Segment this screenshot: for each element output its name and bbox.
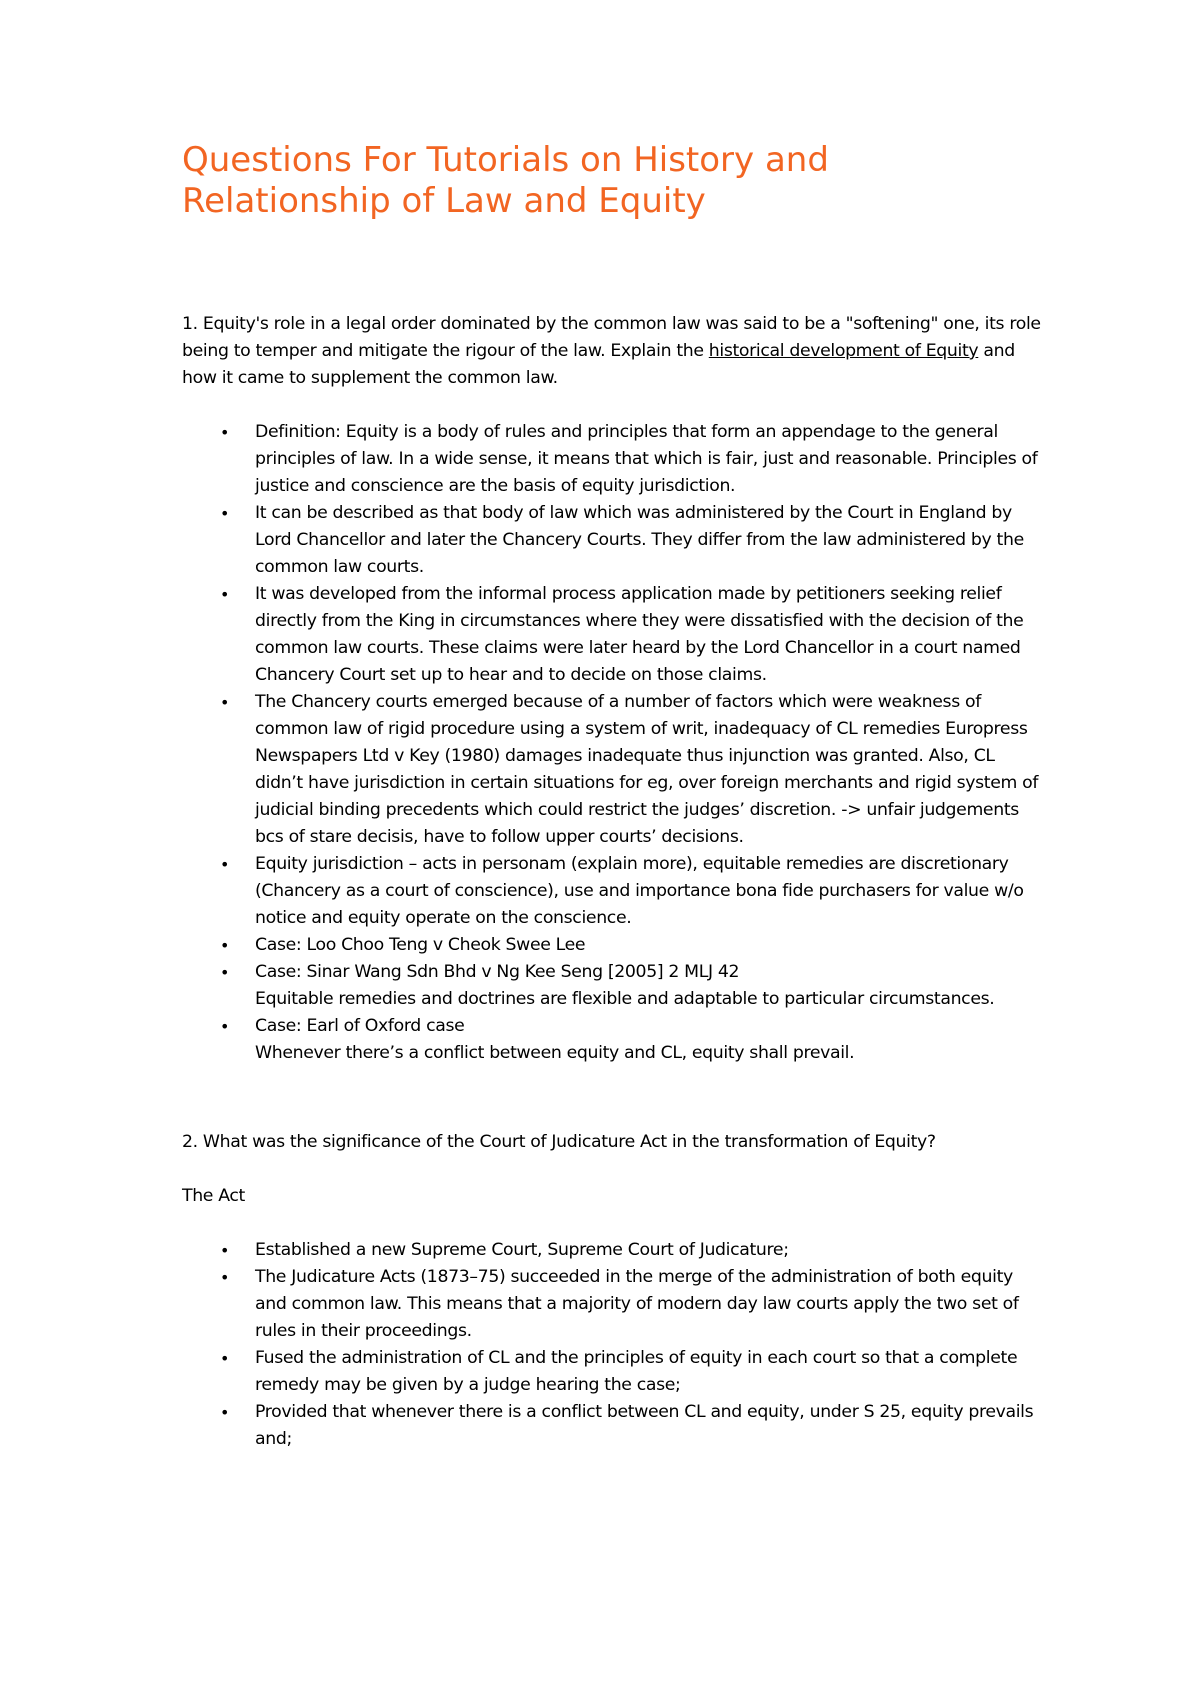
bullet-icon: •: [220, 504, 230, 523]
list-item-text: Case: Loo Choo Teng v Cheok Swee Lee: [255, 935, 586, 955]
list-item-text: It was developed from the informal process application made by petitioners seeking relief directly from the King in circumstances where they were dissatisfied with the decision of the common law courts. These claims were later heard by the Lord Chancellor in a court named Chancery Court set up to hear and to decide on those claims.: [255, 584, 1024, 685]
question-2: 2. What was the significance of the Court of Judicature Act in the transformation of Equity?: [182, 1132, 936, 1152]
bullet-icon: •: [220, 963, 230, 982]
question-1-underlined-phrase: historical development of Equity: [708, 341, 979, 361]
bullet-icon: •: [220, 1241, 230, 1260]
document-title: [182, 140, 1082, 222]
bullet-icon: •: [220, 1349, 230, 1368]
list-item: [182, 932, 1042, 959]
list-item-text: Provided that whenever there is a conflict between CL and equity, under S 25, equity prevails and;: [255, 1402, 1034, 1449]
title-line-2: Relationship of Law and Equity: [182, 181, 706, 221]
list-item-note: Whenever there’s a conflict between equity and CL, equity shall prevail.: [255, 1043, 855, 1063]
list-item: [182, 581, 1042, 689]
bullet-icon: •: [220, 585, 230, 604]
question-1-text-before: 1. Equity's role in a legal order dominated by the common law was said to be a "softening" one, its role being to temper and mitigate the rigour of the law. Explain the: [182, 314, 1041, 361]
list-item-text: The Chancery courts emerged because of a number of factors which were weakness of common law of rigid procedure using a system of writ, inadequacy of CL remedies Europress Newspapers Ltd v Key (1980) damages inadequate thus injunction was granted. Also, CL didn’t have jurisdiction in certain situations for eg, over foreign merchants and rigid system of judicial binding precedents which could restrict the judges’ discretion. -> unfair judgements bcs of stare decisis, have to follow upper courts’ decisions.: [255, 692, 1039, 847]
bullet-icon: •: [220, 855, 230, 874]
list-item: [182, 689, 1042, 851]
question-2-answer-list: [182, 1237, 1042, 1453]
list-item: [182, 1237, 1042, 1264]
list-item: [182, 851, 1042, 932]
list-item-text: Definition: Equity is a body of rules and principles that form an appendage to the general principles of law. In a wide sense, it means that which is fair, just and reasonable. Principles of justice and conscience are the basis of equity jurisdiction.: [255, 422, 1038, 496]
list-item: [182, 1345, 1042, 1399]
question-1-answer-list: [182, 419, 1042, 1067]
section-label-the-act: The Act: [182, 1186, 245, 1206]
list-item-text: Fused the administration of CL and the principles of equity in each court so that a complete remedy may be given by a judge hearing the case;: [255, 1348, 1018, 1395]
list-item-text: Established a new Supreme Court, Supreme Court of Judicature;: [255, 1240, 789, 1260]
list-item-text: It can be described as that body of law which was administered by the Court in England by Lord Chancellor and later the Chancery Courts. They differ from the law administered by the common law courts.: [255, 503, 1024, 577]
list-item: [182, 1264, 1042, 1345]
bullet-icon: •: [220, 1017, 230, 1036]
question-1: [182, 311, 1042, 392]
bullet-icon: •: [220, 1403, 230, 1422]
title-line-1: Questions For Tutorials on History and: [182, 140, 829, 180]
list-item: [182, 500, 1042, 581]
bullet-icon: •: [220, 1268, 230, 1287]
question-1-text-after: and how it came to supplement the common law.: [182, 341, 1015, 388]
list-item: [182, 959, 1042, 1013]
bullet-icon: •: [220, 693, 230, 712]
list-item-text: Equity jurisdiction – acts in personam (explain more), equitable remedies are discretionary (Chancery as a court of conscience), use and importance bona fide purchasers for value w/o notice and equity operate on the conscience.: [255, 854, 1024, 928]
list-item-text: Case: Earl of Oxford case: [255, 1016, 465, 1036]
list-item-text: The Judicature Acts (1873–75) succeeded in the merge of the administration of both equity and common law. This means that a majority of modern day law courts apply the two set of rules in their proceedings.: [255, 1267, 1019, 1341]
list-item-text: Case: Sinar Wang Sdn Bhd v Ng Kee Seng [2005] 2 MLJ 42: [255, 962, 740, 982]
list-item-note: Equitable remedies and doctrines are flexible and adaptable to particular circumstances.: [255, 989, 995, 1009]
list-item: [182, 1399, 1042, 1453]
bullet-icon: •: [220, 936, 230, 955]
document-body: [182, 311, 1042, 1453]
bullet-icon: •: [220, 423, 230, 442]
list-item: [182, 419, 1042, 500]
list-item: [182, 1013, 1042, 1067]
